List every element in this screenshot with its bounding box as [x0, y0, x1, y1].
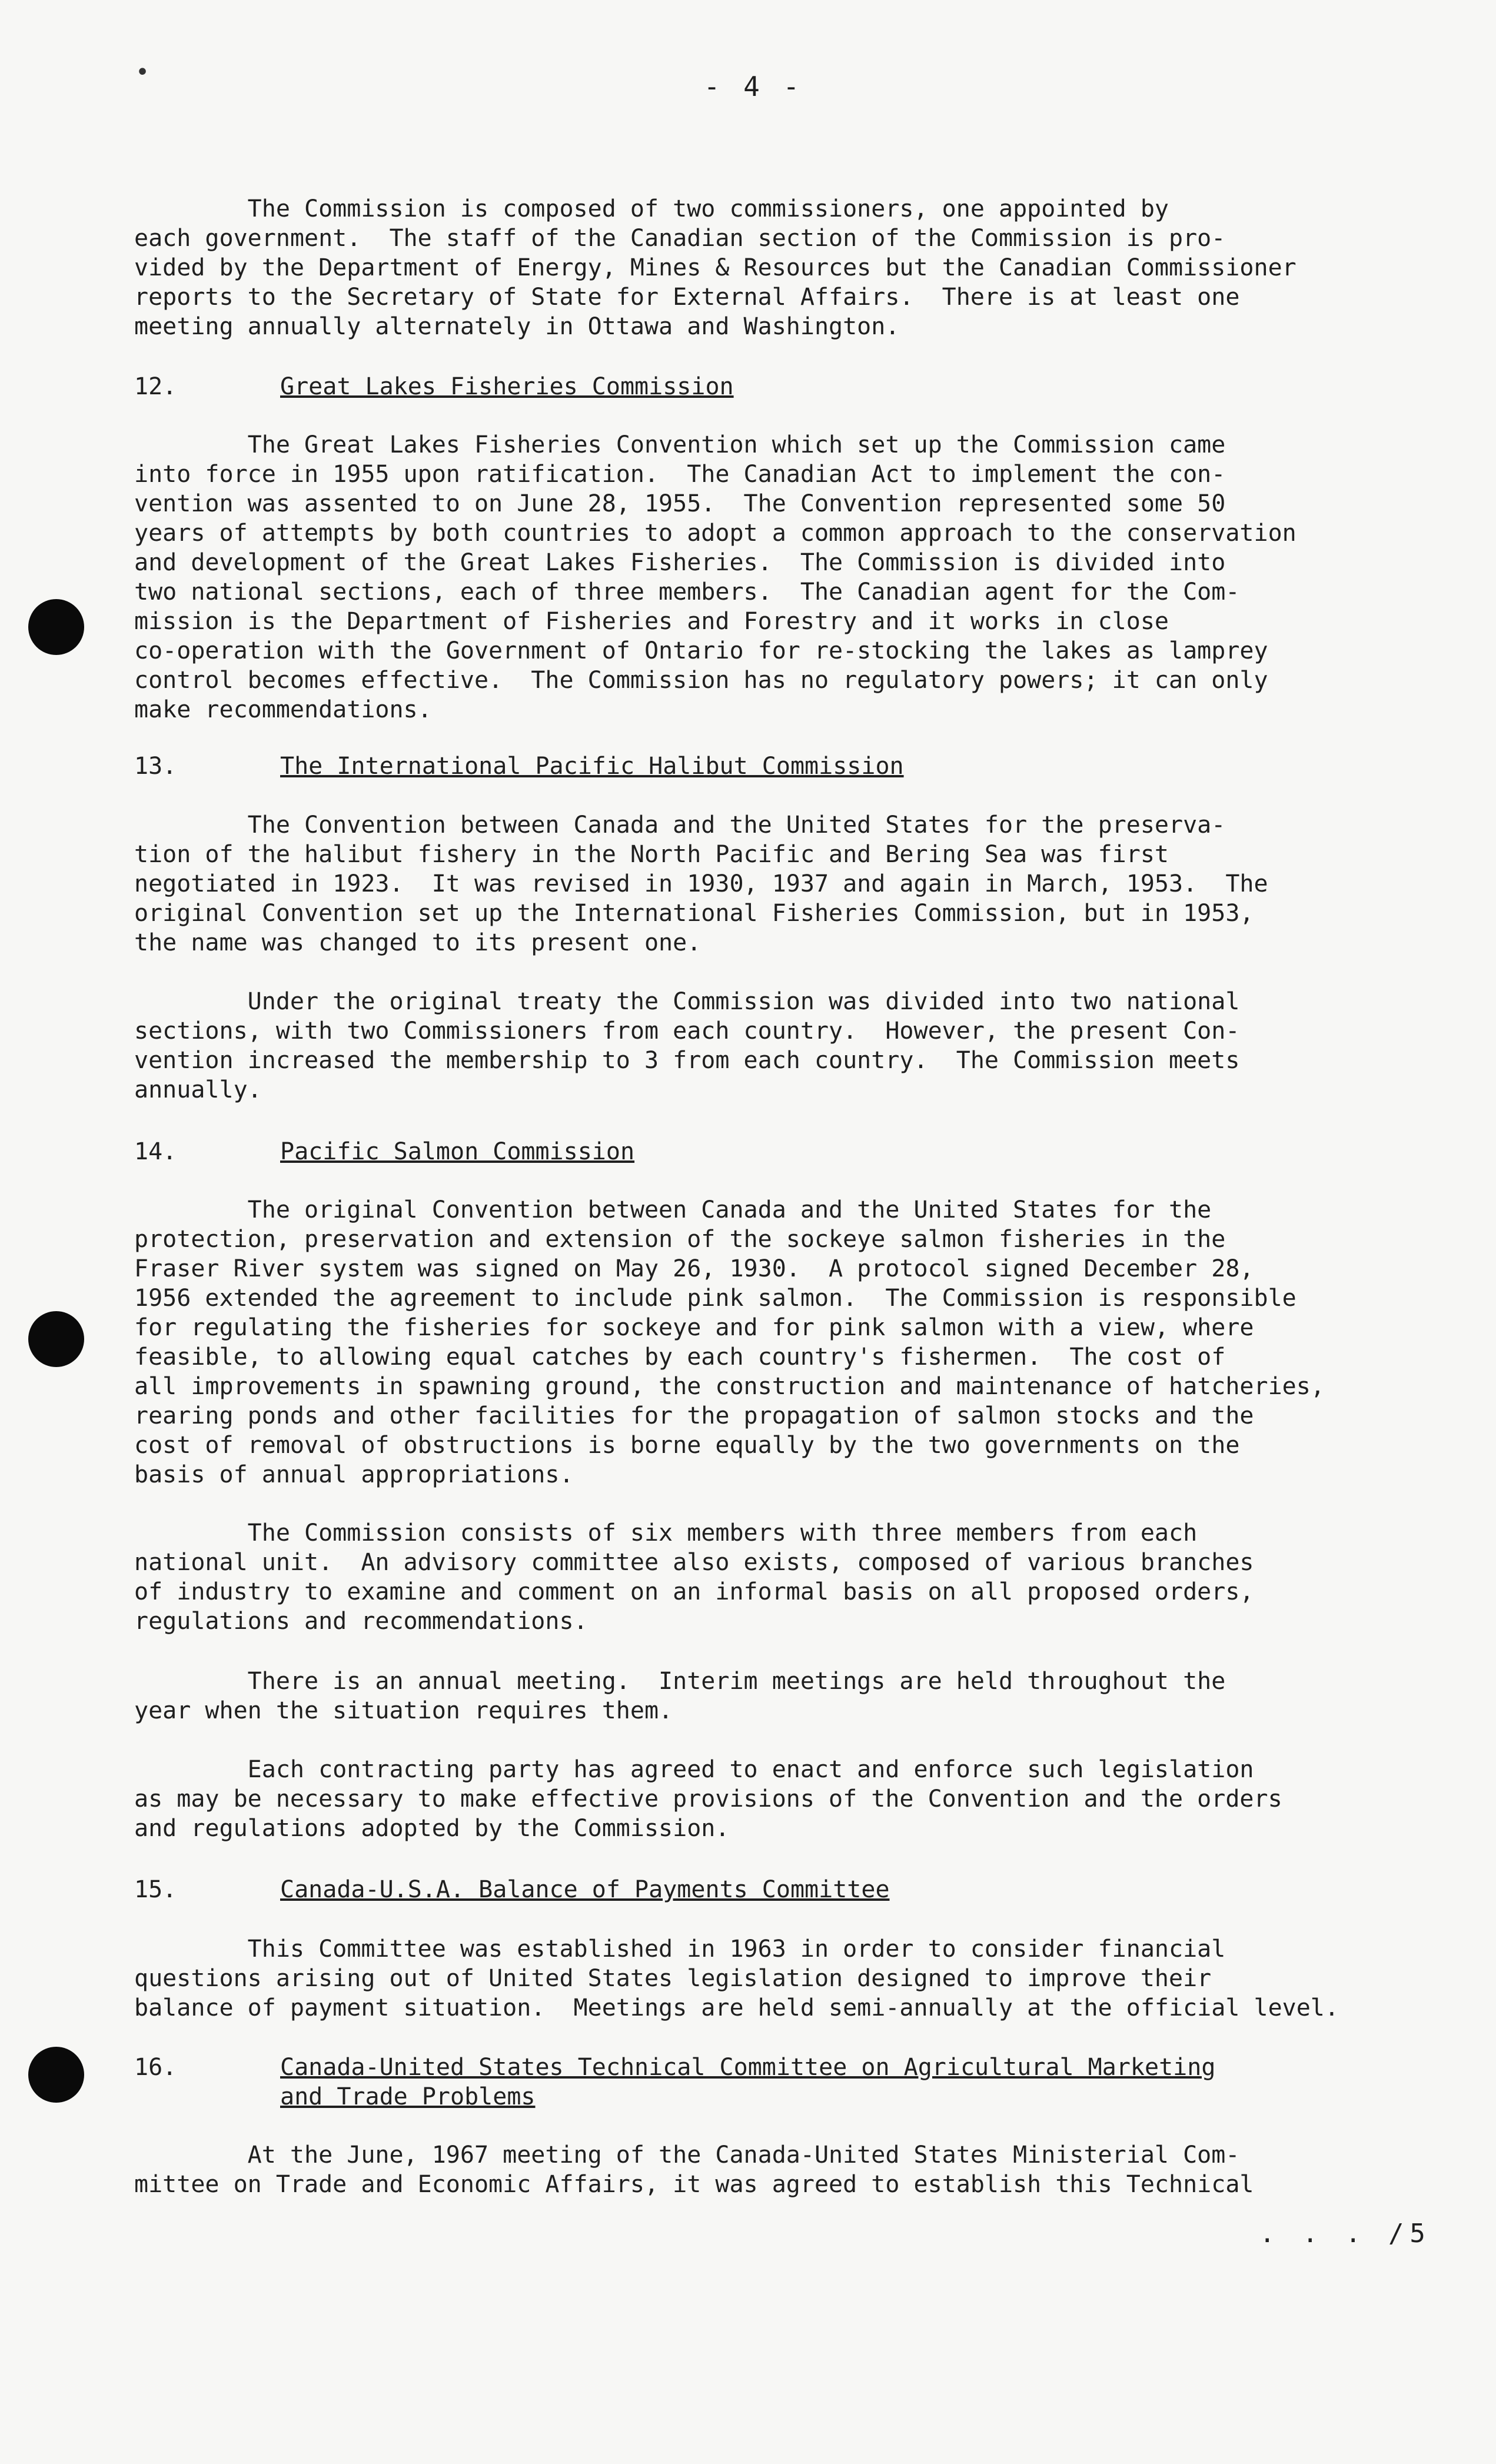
- binder-hole-bottom: [28, 2047, 84, 2103]
- section-number: 16.: [134, 2054, 177, 2081]
- section-15-paragraph-1: This Committee was established in 1963 in order to consider financial questions arising out of United States legislation designed to improve their balance of payment situation. Meetings are held semi-annually at the official level.: [134, 1936, 1339, 2021]
- corner-mark: •: [135, 59, 150, 86]
- binder-hole-top: [28, 599, 84, 655]
- section-title: Pacific Salmon Commission: [280, 1138, 635, 1165]
- section-14-paragraph-1: The original Convention between Canada and the United States for the protection, preservation and extension of the sockeye salmon fisheries in the Fraser River system was signed on May 26, 1930. A protocol signed December 28, 1956 extended the agreement to include pink salmon. The Commission is responsible for regulating the fisheries for sockeye and for pink salmon with a view, where feasible, to allowing equal catches by each country's fishermen. The cost of all improvements in spawning ground, the construction and maintenance of hatcheries, rearing ponds and other facilities for the propagation of salmon stocks and the cost of removal of obstructions is borne equally by the two governments on the basis of annual appropriations.: [134, 1196, 1325, 1488]
- section-13-paragraph-2: Under the original treaty the Commission was divided into two national sections, with two Commissioners from each country. However, the present Con- vention increased the membership to 3 from each country. The Commission meets annually.: [134, 988, 1240, 1103]
- page-continuation: . . . /5: [1259, 2219, 1431, 2249]
- section-16-paragraph-1: At the June, 1967 meeting of the Canada-United States Ministerial Com- mittee on Trade and Economic Affairs, it was agreed to establish this Technical: [134, 2142, 1254, 2198]
- binder-hole-middle: [28, 1311, 84, 1367]
- section-14-paragraph-2: The Commission consists of six members with three members from each national unit. An advisory committee also exists, composed of various branches of industry to examine and comment on an informal basis on all proposed orders, regulations and recommendations.: [134, 1519, 1254, 1635]
- section-14-paragraph-4: Each contracting party has agreed to enact and enforce such legislation as may be necessary to make effective provisions of the Convention and the orders and regulations adopted by the Commission.: [134, 1756, 1282, 1842]
- section-title: The International Pacific Halibut Commission: [280, 753, 904, 780]
- page-number: - 4 -: [703, 71, 803, 102]
- section-title: Canada-U.S.A. Balance of Payments Committee: [280, 1876, 890, 1903]
- section-12-paragraph-1: The Great Lakes Fisheries Convention which set up the Commission came into force in 1955 upon ratification. The Canadian Act to implement the con- vention was assented to on June 28, 1955. The Convention represented some 50 years of attempts by both countries to adopt a common approach to the conservation and development of the Great Lakes Fisheries. The Commission is divided into two national sections, each of three members. The Canadian agent for the Com- mission is the Department of Fisheries and Forestry and it works in close co-operation with the Government of Ontario for re-stocking the lakes as lamprey control becomes effective. The Commission has no regulatory powers; it can only make recommendations.: [134, 431, 1296, 723]
- section-number: 13.: [134, 753, 177, 780]
- section-13-paragraph-1: The Convention between Canada and the United States for the preserva- tion of the halibut fishery in the North Pacific and Bering Sea was first negotiated in 1923. It was revised in 1930, 1937 and again in March, 1953. The original Convention set up the International Fisheries Commission, but in 1953, the name was changed to its present one.: [134, 812, 1268, 956]
- section-title: Great Lakes Fisheries Commission: [280, 373, 734, 400]
- intro-paragraph: The Commission is composed of two commissioners, one appointed by each government. The staff of the Canadian section of the Commission is pro- vided by the Department of Energy, Mines & Resources but the Canadian Commissioner reports to the Secretary of State for External Affairs. There is at least one meeting annually alternately in Ottawa and Washington.: [134, 195, 1296, 340]
- section-14-paragraph-3: There is an annual meeting. Interim meetings are held throughout the year when the situation requires them.: [134, 1668, 1226, 1724]
- section-number: 15.: [134, 1876, 177, 1903]
- section-number: 14.: [134, 1138, 177, 1165]
- section-number: 12.: [134, 373, 177, 400]
- section-title: Canada-United States Technical Committee on Agricultural Marketing and Trade Problems: [280, 2054, 1216, 2110]
